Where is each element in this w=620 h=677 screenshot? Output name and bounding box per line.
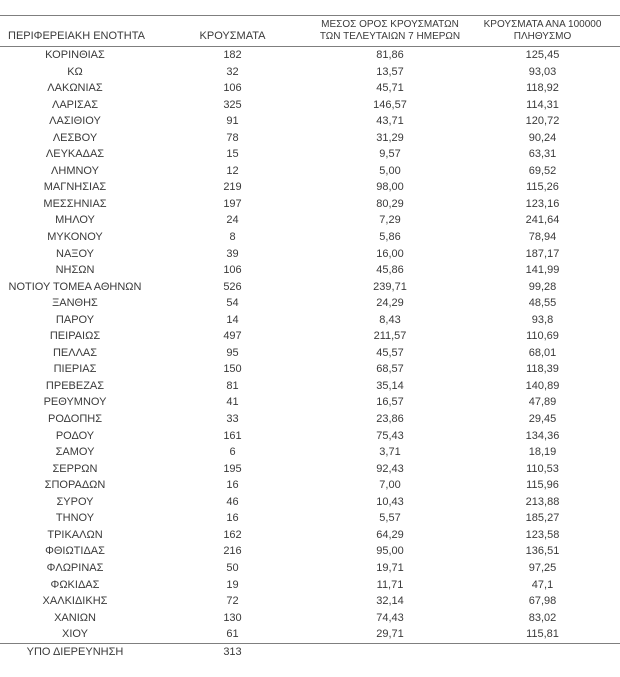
table-row (0, 527, 620, 544)
footer-region-cell: ΥΠΟ ΔΙΕΡΕΥΝΗΣΗ (0, 643, 150, 660)
table-row (0, 246, 620, 263)
region-cell: ΧΑΝΙΩΝ (54, 611, 96, 624)
per100k-cell: 69,52 (528, 164, 557, 177)
table-row (0, 312, 620, 329)
region-cell: ΠΑΡΟΥ (55, 313, 95, 326)
per100k-cell: 110,53 (526, 462, 559, 475)
cases-cell: 497 (223, 330, 242, 343)
cases-cell: 16 (226, 479, 239, 492)
table-row (0, 179, 620, 196)
avg7days-cell: 23,86 (376, 413, 404, 426)
per100k-cell: 97,25 (528, 561, 557, 574)
cases-cell: 195 (223, 462, 242, 475)
avg7days-cell: 95,00 (376, 545, 404, 558)
cases-cell: 162 (223, 528, 242, 541)
per100k-cell: 110,69 (526, 330, 559, 343)
cases-cell: 95 (226, 346, 239, 359)
per100k-cell: 141,99 (525, 264, 560, 277)
cases-cell: 91 (226, 115, 239, 128)
avg7days-cell: 92,43 (376, 462, 404, 475)
cases-cell: 72 (226, 595, 239, 608)
region-cell: ΛΑΡΙΣΑΣ (51, 98, 98, 111)
table-body (0, 47, 620, 644)
region-cell: ΦΘΙΩΤΙΔΑΣ (45, 545, 105, 558)
footer-row (0, 643, 620, 660)
cases-cell: 182 (223, 49, 242, 61)
cases-cell: 81 (226, 379, 239, 392)
region-cell: ΣΥΡΟΥ (56, 495, 94, 508)
footer-per100k-cell (465, 643, 620, 660)
table-row (0, 543, 620, 560)
avg7days-cell: 31,29 (376, 131, 404, 144)
avg7days-cell: 75,43 (376, 429, 404, 442)
avg7days-cell: 43,71 (376, 115, 404, 128)
cases-cell: 46 (226, 495, 239, 508)
avg7days-cell: 3,71 (379, 446, 401, 459)
per100k-cell: 115,81 (526, 628, 559, 641)
table-row (0, 577, 620, 594)
table-row (0, 477, 620, 494)
avg7days-cell: 29,71 (376, 628, 404, 641)
region-cell: ΠΕΛΛΑΣ (52, 346, 98, 359)
region-cell: ΡΟΔΟΠΗΣ (47, 413, 103, 426)
table-row (0, 295, 620, 312)
per100k-cell: 83,02 (528, 611, 557, 624)
col-header-per100k-line1: ΚΡΟΥΣΜΑΤΑ ΑΝΑ 100000 (483, 19, 602, 30)
region-cell: ΠΡΕΒΕΖΑΣ (45, 379, 105, 392)
region-cell: ΧΙΟΥ (62, 628, 88, 641)
header-row (0, 16, 620, 47)
table-row (0, 212, 620, 229)
cases-cell: 130 (223, 611, 242, 624)
avg7days-cell: 74,43 (376, 611, 404, 624)
cases-cell: 19 (226, 578, 239, 591)
cases-cell: 24 (226, 214, 239, 227)
table-row (0, 279, 620, 296)
table-row (0, 262, 620, 279)
avg7days-cell: 45,57 (376, 346, 404, 359)
region-cell: ΛΑΚΩΝΙΑΣ (47, 82, 103, 95)
table-footer (0, 643, 620, 660)
col-header-per100k-line2: ΠΛΗΘΥΣΜΟ (513, 31, 572, 42)
avg7days-cell: 5,86 (379, 231, 401, 244)
per100k-cell: 93,8 (531, 313, 554, 326)
region-cell: ΡΟΔΟΥ (55, 429, 95, 442)
footer-cases-cell: 313 (150, 643, 315, 660)
per100k-cell: 118,92 (526, 82, 559, 95)
region-cell: ΡΕΘΥΜΝΟΥ (43, 396, 107, 409)
avg7days-cell: 45,71 (376, 82, 404, 95)
per100k-cell: 48,55 (528, 297, 557, 310)
cases-by-region-table (0, 15, 620, 660)
region-cell: ΛΕΥΚΑΔΑΣ (45, 148, 105, 161)
per100k-cell: 123,58 (525, 528, 560, 541)
cases-cell: 50 (226, 561, 239, 574)
cases-cell: 15 (226, 148, 239, 161)
table-row (0, 444, 620, 461)
region-cell: ΛΑΣΙΘΙΟΥ (49, 115, 101, 128)
per100k-cell: 93,03 (528, 65, 557, 78)
cases-cell: 12 (226, 164, 239, 177)
cases-cell: 78 (226, 131, 239, 144)
table-row (0, 345, 620, 362)
per100k-cell: 68,01 (528, 346, 557, 359)
per100k-cell: 123,16 (525, 197, 560, 210)
region-cell: ΣΠΟΡΑΔΩΝ (44, 479, 106, 492)
region-cell: ΜΗΛΟΥ (55, 214, 95, 227)
per100k-cell: 213,88 (525, 495, 560, 508)
table-row (0, 196, 620, 213)
region-cell: ΧΑΛΚΙΔΙΚΗΣ (42, 595, 108, 608)
table-row (0, 510, 620, 527)
table-row (0, 411, 620, 428)
table-row (0, 328, 620, 345)
table-row (0, 361, 620, 378)
avg7days-cell: 16,00 (376, 247, 404, 260)
cases-cell: 32 (226, 65, 239, 78)
cases-cell: 219 (223, 181, 242, 194)
cases-cell: 14 (226, 313, 239, 326)
per100k-cell: 67,98 (528, 595, 557, 608)
region-cell: ΝΟΤΙΟΥ ΤΟΜΕΑ ΑΘΗΝΩΝ (8, 280, 142, 293)
per100k-cell: 140,89 (525, 379, 560, 392)
per100k-cell: 63,31 (528, 148, 557, 161)
region-cell: ΣΑΜΟΥ (55, 446, 95, 459)
region-cell: ΛΕΣΒΟΥ (52, 131, 98, 144)
cases-cell: 33 (226, 413, 239, 426)
table-row (0, 80, 620, 97)
per100k-cell: 134,36 (525, 429, 560, 442)
avg7days-cell: 64,29 (376, 528, 404, 541)
cases-cell: 197 (223, 197, 242, 210)
avg7days-cell: 13,57 (376, 65, 404, 78)
table-row (0, 47, 620, 64)
table-row (0, 64, 620, 81)
avg7days-cell: 68,57 (376, 363, 404, 376)
region-cell: ΤΡΙΚΑΛΩΝ (47, 528, 103, 541)
avg7days-cell: 80,29 (376, 197, 404, 210)
table-row (0, 593, 620, 610)
cases-cell: 161 (223, 429, 242, 442)
region-cell: ΦΛΩΡΙΝΑΣ (46, 561, 104, 574)
avg7days-cell: 7,00 (379, 479, 401, 492)
region-cell: ΜΥΚΟΝΟΥ (47, 231, 103, 244)
cases-cell: 325 (223, 98, 242, 111)
region-cell: ΚΩ (67, 65, 83, 78)
col-header-avg7days-line2: ΤΩΝ ΤΕΛΕΥΤΑΙΩΝ 7 ΗΜΕΡΩΝ (319, 31, 461, 42)
per100k-cell: 125,45 (525, 49, 560, 61)
per100k-cell: 136,51 (525, 545, 560, 558)
region-cell: ΚΟΡΙΝΘΙΑΣ (45, 49, 105, 61)
region-cell: ΝΑΞΟΥ (56, 247, 94, 260)
avg7days-cell: 7,29 (379, 214, 401, 227)
per100k-cell: 120,72 (525, 115, 560, 128)
table-row (0, 461, 620, 478)
avg7days-cell: 11,71 (376, 578, 404, 591)
avg7days-cell: 19,71 (376, 561, 404, 574)
avg7days-cell: 16,57 (376, 396, 404, 409)
table-row (0, 378, 620, 395)
col-header-region: ΠΕΡΙΦΕΡΕΙΑΚΗ ΕΝΟΤΗΤΑ (0, 16, 150, 47)
table-row (0, 163, 620, 180)
region-cell: ΠΕΙΡΑΙΩΣ (49, 330, 101, 343)
cases-cell: 8 (229, 231, 236, 244)
cases-cell: 216 (223, 545, 242, 558)
region-cell: ΣΕΡΡΩΝ (52, 462, 98, 475)
cases-cell: 54 (226, 297, 239, 310)
avg7days-cell: 8,43 (379, 313, 401, 326)
cases-cell: 106 (223, 264, 242, 277)
region-cell: ΜΕΣΣΗΝΙΑΣ (43, 197, 107, 210)
avg7days-cell: 24,29 (376, 297, 404, 310)
table-header (0, 16, 620, 47)
cases-cell: 41 (226, 396, 239, 409)
cases-cell: 106 (223, 82, 242, 95)
avg7days-cell: 45,86 (376, 264, 404, 277)
avg7days-cell: 5,57 (379, 512, 401, 525)
per100k-cell: 29,45 (528, 413, 557, 426)
per100k-cell: 78,94 (528, 231, 557, 244)
avg7days-cell: 5,00 (379, 164, 401, 177)
avg7days-cell: 239,71 (373, 280, 407, 293)
per100k-cell: 18,19 (528, 446, 557, 459)
table-row (0, 130, 620, 147)
cases-cell: 526 (223, 280, 242, 293)
col-header-avg7days-line1: ΜΕΣΟΣ ΟΡΟΣ ΚΡΟΥΣΜΑΤΩΝ (321, 19, 459, 30)
table-row (0, 229, 620, 246)
per100k-cell: 185,27 (525, 512, 560, 525)
avg7days-cell: 32,14 (376, 595, 404, 608)
avg7days-cell: 98,00 (376, 181, 404, 194)
table-row (0, 560, 620, 577)
region-cell: ΠΙΕΡΙΑΣ (53, 363, 97, 376)
table-row (0, 113, 620, 130)
table-row (0, 97, 620, 114)
per100k-cell: 115,26 (526, 181, 559, 194)
per100k-cell: 114,31 (526, 98, 559, 111)
avg7days-cell: 10,43 (376, 495, 404, 508)
per100k-cell: 90,24 (528, 131, 557, 144)
region-cell: ΝΗΣΩΝ (55, 264, 95, 277)
region-cell: ΜΑΓΝΗΣΙΑΣ (43, 181, 107, 194)
table-row (0, 610, 620, 627)
per100k-cell: 47,1 (531, 578, 554, 591)
footer-avg7days-cell (315, 643, 465, 660)
table-row (0, 626, 620, 643)
per100k-cell: 187,17 (525, 247, 560, 260)
col-header-avg7days (315, 16, 465, 47)
table-row (0, 428, 620, 445)
region-cell: ΞΑΝΘΗΣ (52, 297, 98, 310)
cases-cell: 6 (229, 446, 236, 459)
cases-cell: 150 (223, 363, 242, 376)
col-header-per100k (465, 16, 620, 47)
per100k-cell: 47,89 (528, 396, 557, 409)
per100k-cell: 241,64 (525, 214, 560, 227)
cases-cell: 16 (226, 512, 239, 525)
avg7days-cell: 211,57 (373, 330, 407, 343)
table-row (0, 394, 620, 411)
avg7days-cell: 35,14 (376, 379, 404, 392)
per100k-cell: 99,28 (528, 280, 557, 293)
cases-cell: 61 (226, 628, 239, 641)
table-row (0, 494, 620, 511)
avg7days-cell: 81,86 (376, 49, 404, 61)
col-header-cases: ΚΡΟΥΣΜΑΤΑ (150, 16, 315, 47)
region-cell: ΛΗΜΝΟΥ (51, 164, 99, 177)
region-cell: ΤΗΝΟΥ (55, 512, 95, 525)
per100k-cell: 118,39 (526, 363, 559, 376)
avg7days-cell: 146,57 (373, 98, 407, 111)
avg7days-cell: 9,57 (379, 148, 401, 161)
table-row (0, 146, 620, 163)
per100k-cell: 115,96 (526, 479, 559, 492)
cases-cell: 39 (226, 247, 239, 260)
region-cell: ΦΩΚΙΔΑΣ (50, 578, 100, 591)
